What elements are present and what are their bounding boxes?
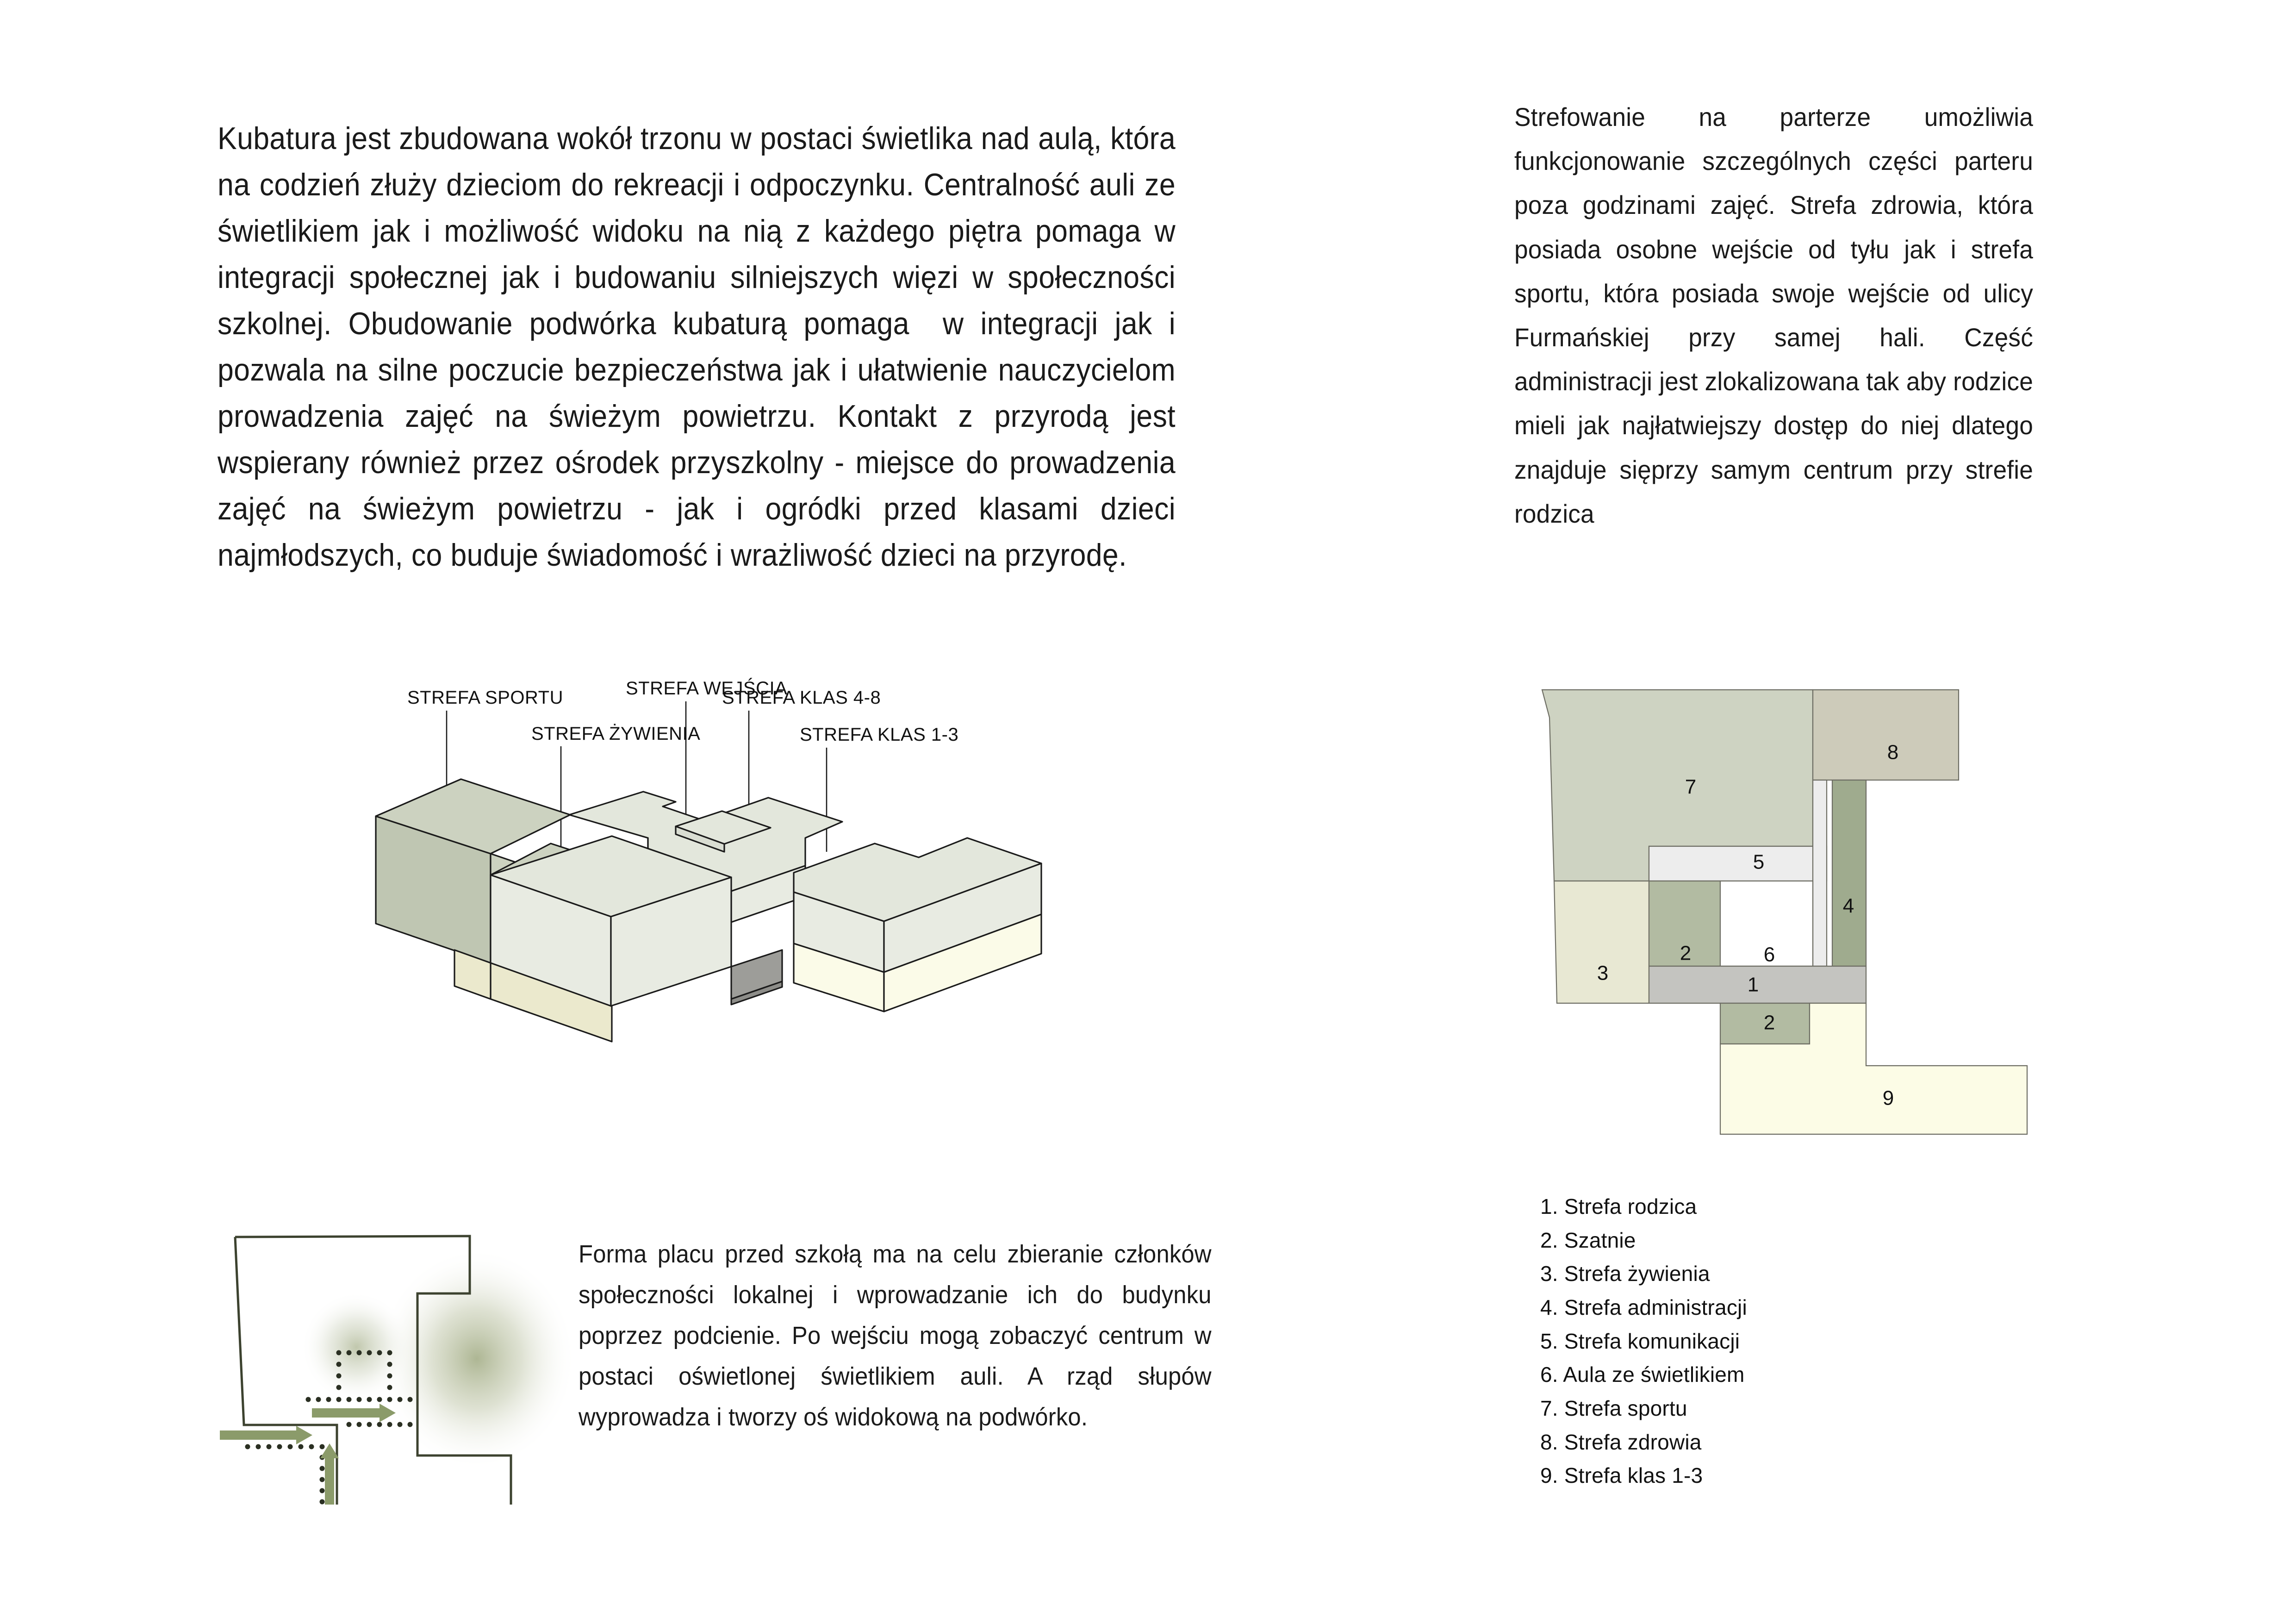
legend-item-9: 9. Strefa klas 1-3 <box>1540 1463 1703 1488</box>
legend-item-4: 4. Strefa administracji <box>1540 1295 1747 1320</box>
legend-item-8: 8. Strefa zdrowia <box>1540 1430 1702 1454</box>
axo-label-strefa-zywienia: STREFA ŻYWIENIA <box>531 724 701 744</box>
zone-area-5-vertical <box>1813 780 1827 966</box>
axonometric-diagram <box>352 667 1231 1051</box>
column-row-entry <box>245 1444 325 1505</box>
axo-label-strefa-klas-4-8: STREFA KLAS 4-8 <box>722 687 881 708</box>
zone-number-5: 5 <box>1753 850 1765 874</box>
zone-area-8 <box>1813 690 1959 780</box>
legend-item-1: 1. Strefa rodzica <box>1540 1194 1697 1218</box>
zone-area-5-horizontal <box>1649 846 1827 881</box>
zone-number-2-upper: 2 <box>1680 942 1692 965</box>
axo-label-strefa-klas-1-3: STREFA KLAS 1-3 <box>800 725 959 745</box>
legend-item-5: 5. Strefa komunikacji <box>1540 1329 1740 1353</box>
axo-label-strefa-wejscia: STREFA WEJŚCIA <box>626 678 788 699</box>
zoning-legend <box>1540 1190 1957 1493</box>
zone-number-4: 4 <box>1842 894 1854 918</box>
zone-number-9: 9 <box>1882 1087 1894 1110</box>
zone-number-7: 7 <box>1685 775 1697 799</box>
arrow-right-upper[interactable] <box>312 1404 396 1422</box>
legend-item-7: 7. Strefa sportu <box>1540 1396 1687 1421</box>
courtyard-description-paragraph: Forma placu przed szkołą ma na celu zbieranie członków społeczności lokalnej i wprowadzanie ich do budynku poprzez podcienie. Po wejściu mogą zobaczyć centrum w postaci oświetlonej świetlikiem auli. A rząd słupów wyprowadza i tworzy oś widokową na podwórko. <box>579 1240 1218 1431</box>
zone-number-3: 3 <box>1597 962 1609 985</box>
zone-number-2-lower: 2 <box>1763 1011 1775 1034</box>
legend-item-6: 6. Aula ze świetlikiem <box>1540 1362 1745 1387</box>
zone-area-4 <box>1832 780 1866 966</box>
zone-area-3 <box>1554 881 1649 1003</box>
courtyard-site-plan <box>218 1208 579 1505</box>
legend-item-3: 3. Strefa żywienia <box>1540 1262 1710 1286</box>
zone-number-1: 1 <box>1747 973 1759 996</box>
zoning-description-paragraph: Strefowanie na parterze umożliwia funkcjonowanie szczególnych części parteru poza godzinami zajęć. Strefa zdrowia, która posiada osobne wejście od tyłu jak i strefa sportu, która posiada swoje wejście od ulicy Furmańskiej przy samej hali. Część administracji jest zlokalizowana tak aby rodzice mieli jak najłatwiejszy dostęp do niej dlatego znajduje sięprzy samym centrum przy strefie rodzica <box>1514 102 2040 528</box>
intro-paragraph: Kubatura jest zbudowana wokół trzonu w postaci świetlika nad aulą, która na codzień złuży dzieciom do rekreacji i odpoczynku. Centralność auli ze świetlikiem jak i możliwość widoku na nią z każdego piętra pomaga w integracji społecznej jak i budowaniu silniejszych więzi w społeczności szkolnej. Obudowanie podwórka kubaturą pomaga w integracji jak i pozwala na silne poczucie bezpieczeństwa jak i ułatwienie nauczycielom prowadzenia zajęć na świeżym powietrzu. Kontakt z przyrodą jest wspierany również przez ośrodek przyszkolny - miejsce do prowadzenia zajęć na świeżym powietrzu - jak i ogródki przed klasami dzieci najmłodszych, co buduje świadomość i wrażliwość dzieci na przyrodę. <box>218 121 1184 573</box>
zone-number-6: 6 <box>1763 943 1775 966</box>
legend-item-2: 2. Szatnie <box>1540 1228 1636 1252</box>
skylight-glow <box>301 1292 412 1403</box>
axo-label-strefa-sportu: STREFA SPORTU <box>407 687 563 708</box>
movement-arrows <box>220 1404 396 1505</box>
arrow-right-entry[interactable] <box>220 1426 312 1444</box>
zone-number-8: 8 <box>1887 741 1899 764</box>
ground-floor-zoning-plan <box>1518 671 2097 1150</box>
